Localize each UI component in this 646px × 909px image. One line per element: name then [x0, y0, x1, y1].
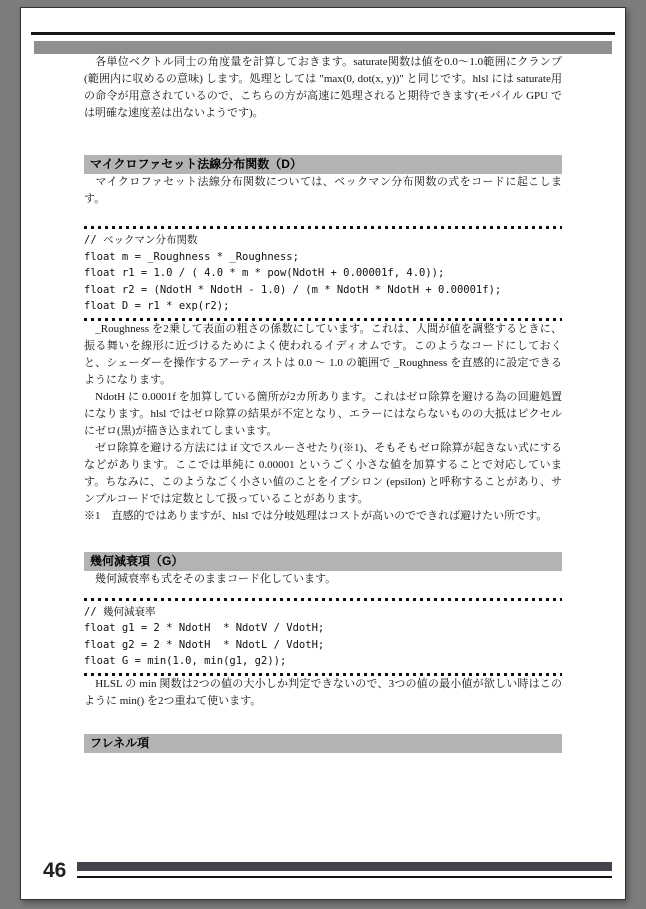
code-block-geometry: [84, 598, 562, 676]
header-rule: [31, 32, 615, 35]
page-header: [31, 32, 615, 54]
page-number: 46: [43, 859, 67, 882]
code-line: float r2 = (NdotH * NdotH - 1.0) / (m * NdotH * NdotH + 0.00001f);: [84, 283, 502, 296]
paragraph-zero-division: ゼロ除算を避ける方法には if 文でスルーさせたり(※1)、そもそもゼロ除算が起きない式にするなどがあります。ここでは単純に 0.00001 というごく小さな値を加算することで対応しています。ちなみに、このようなごく小さい値のことをイプシロン (epsilon) と呼称することがあり、サンプルコードでは定数として扱っていることがあります。: [84, 441, 562, 505]
paragraph-ndoth-epsilon: NdotH に 0.0001f を加算している箇所が2カ所あります。これはゼロ除算を避ける為の回避処置になります。hlsl ではゼロ除算の結果が不定となり、エラーにはならないものの大抵はピクセルにゼロ(黒)が描き込まれてしまいます。: [84, 390, 562, 437]
code-line: float D = r1 * exp(r2);: [84, 300, 230, 312]
page-content: [84, 54, 562, 753]
section-d-lead-paragraph: マイクロファセット法線分布関数については、ベックマン分布関数の式をコードに起こします。: [84, 176, 562, 205]
code-listing: [84, 229, 562, 318]
section-header-fresnel: フレネル項: [84, 734, 562, 753]
code-line: float g2 = 2 * NdotH * NdotL / VdotH;: [84, 638, 325, 651]
footer-bar: [77, 862, 612, 871]
section-g-lead-paragraph: 幾何減衰率も式をそのままコード化しています。: [84, 572, 337, 585]
code-line: // 幾何減衰率: [84, 605, 156, 618]
paragraph-roughness: _Roughness を2乗して表面の粗さの係数にしています。これは、人間が値を調整するときに、振る舞いを線形に近づけるためによく使われるイディオムです。このようなコードにしておくと、シェーダーを操作するアーティストは 0.0 ～ 1.0 の範囲で _Roughness を直感的に設定できるようになります。: [84, 322, 562, 386]
header-bar: [34, 41, 612, 54]
footnote-1: ※1 直感的ではありますが、hlsl では分岐処理はコストが高いのでできれば避けたい所です。: [84, 509, 548, 522]
code-line: float r1 = 1.0 / ( 4.0 * m * pow(NdotH + 0.00001f, 4.0));: [84, 267, 445, 279]
section-header-geometry-attenuation: 幾何減衰項（G）: [84, 552, 562, 571]
code-block-beckmann: [84, 226, 562, 321]
code-line: float g1 = 2 * NdotH * NdotV / VdotH;: [84, 622, 325, 634]
code-line: // ベックマン分布関数: [84, 234, 198, 246]
code-line: float m = _Roughness * _Roughness;: [84, 250, 299, 263]
document-page: [20, 7, 626, 900]
section-header-microfacet-distribution: マイクロファセット法線分布関数（D）: [84, 155, 562, 174]
footer-rule: [77, 876, 612, 878]
paragraph-min-function: HLSL の min 関数は2つの値の大小しか判定できないので、3つの値の最小値が欲しい時はこのように min() を2つ重ねて使います。: [84, 677, 562, 707]
intro-paragraph: 各単位ベクトル同士の角度量を計算しておきます。saturate関数は値を0.0～1.0範囲にクランプ(範囲内に収めるの意味) します。処理としては "max(0, dot(x, y))" と同じです。hlsl には saturate用の命令が用意されているので、こちらの方が高速に処理されると期待できます(モバイル GPU では明確な速度差は出ないようです)。: [84, 56, 562, 119]
code-line: float G = min(1.0, min(g1, g2));: [84, 655, 287, 667]
code-listing: [84, 601, 562, 673]
